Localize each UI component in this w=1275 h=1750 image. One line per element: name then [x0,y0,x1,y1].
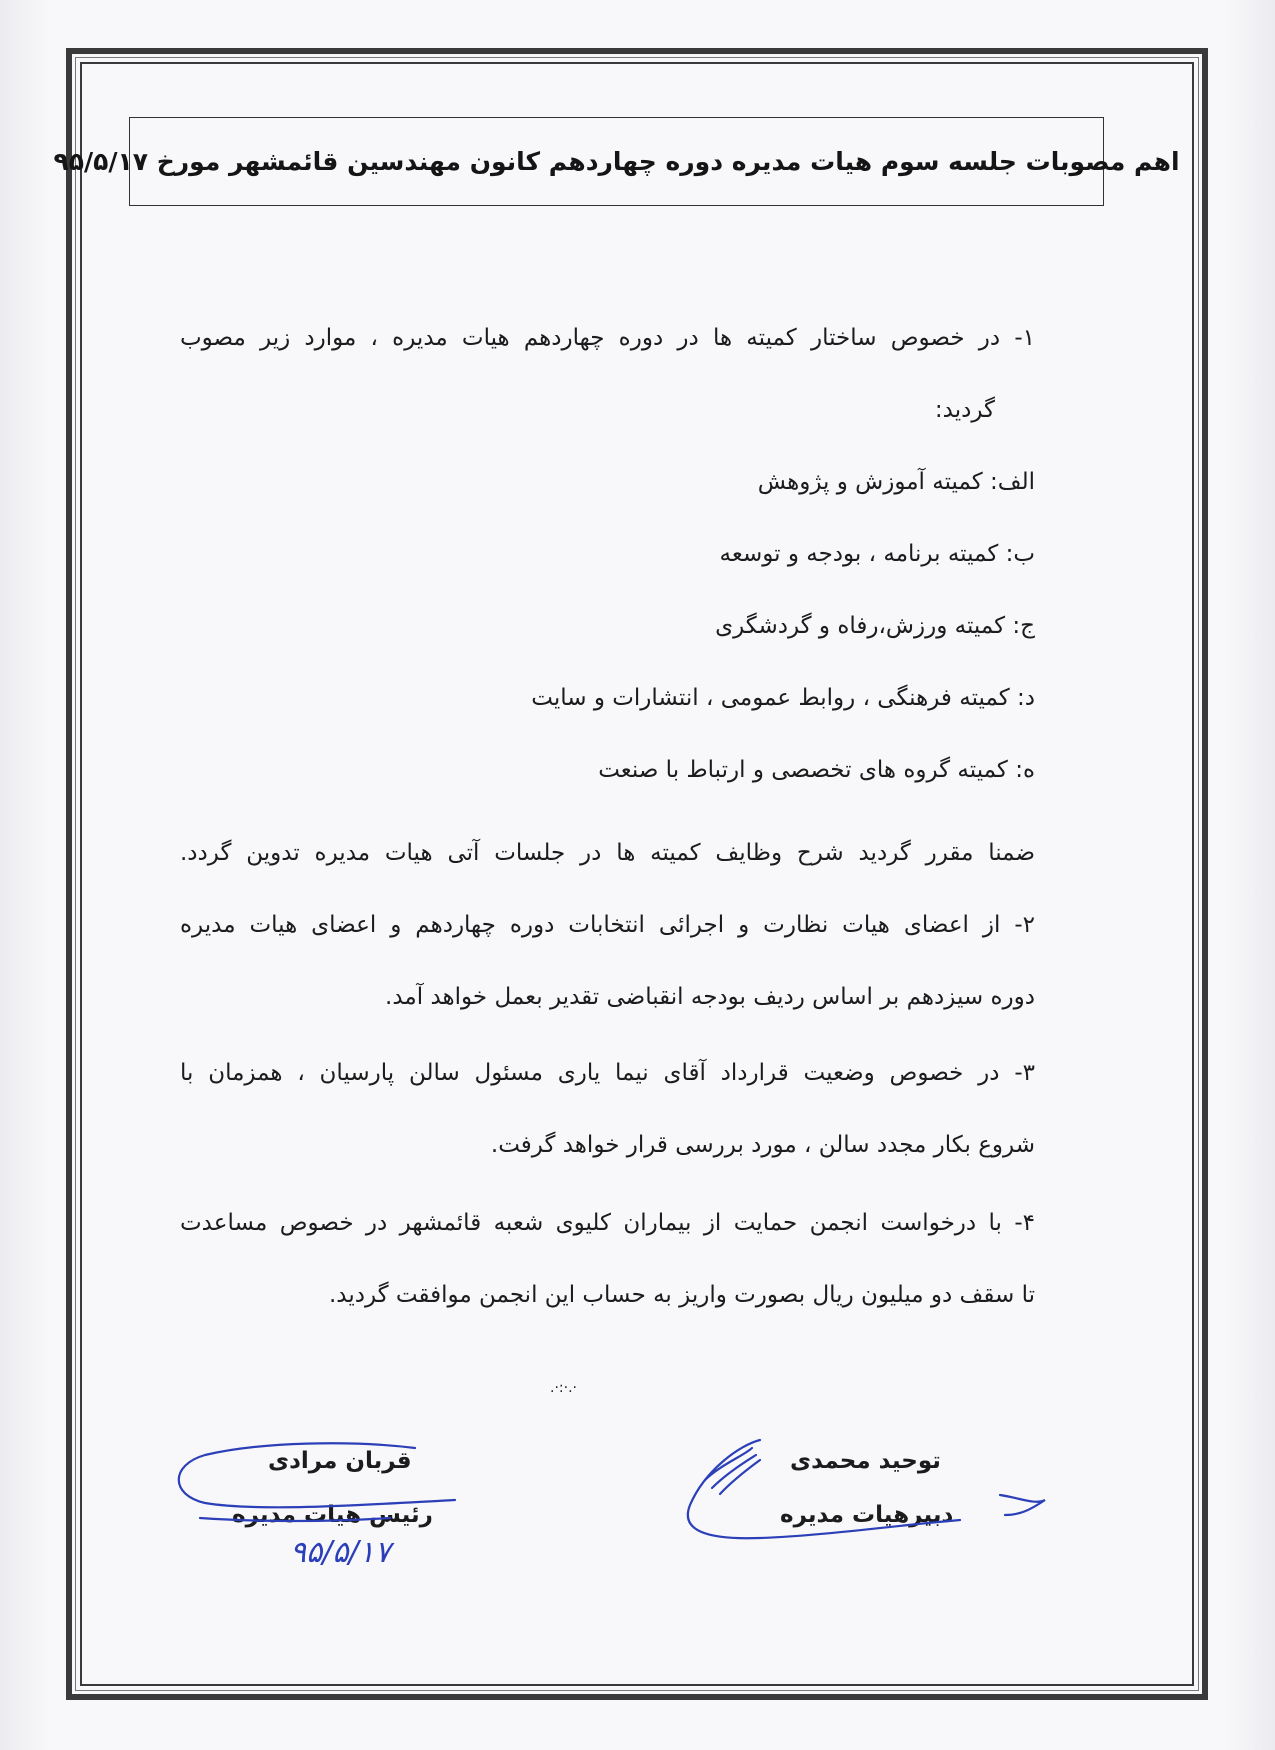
item-2-line-2: دوره سیزدهم بر اساس ردیف بودجه انقباضی تقدیر بعمل خواهد آمد. [385,984,1035,1010]
item-3-line-2: شروع بکار مجدد سالن ، مورد بررسی قرار خواهد گرفت. [490,1132,1035,1158]
item-4-line-1: ۴- با درخواست انجمن حمایت از بیماران کلیوی شعبه قائمشهر در خصوص مساعدت [180,1210,1035,1236]
chairman-role: رئیس هیات مدیره [232,1502,433,1528]
document-title: اهم مصوبات جلسه سوم هیات مدیره دوره چهاردهم کانون مهندسین قائمشهر مورخ ۹۵/۵/۱۷ [53,147,1180,176]
item-1-line-1: ۱- در خصوص ساختار کمیته ها در دوره چهاردهم هیات مدیره ، موارد زیر مصوب [180,325,1035,351]
committee-note: ضمنا مقرر گردید شرح وظایف کمیته ها در جلسات آتی هیات مدیره تدوین گردد. [180,840,1035,866]
item-3-line-1: ۳- در خصوص وضعیت قرارداد آقای نیما یاری مسئول سالن پارسیان ، همزمان با [180,1060,1035,1086]
secretary-role: دبیرهیات مدیره [780,1502,954,1528]
secretary-name: توحید محمدی [790,1448,941,1474]
decorative-dots: ·.·:·. [550,1380,577,1396]
page-border-inner [80,62,1194,1686]
committee-d: د: کمیته فرهنگی ، روابط عمومی ، انتشارات و سایت [531,685,1035,711]
item-4-line-2: تا سقف دو میلیون ریال بصورت واریز به حساب این انجمن موافقت گردید. [328,1282,1035,1308]
item-1-line-2: گردید: [934,397,995,423]
committee-c: ج: کمیته ورزش،رفاه و گردشگری [715,613,1035,639]
chairman-name: قربان مرادی [268,1448,412,1474]
item-2-line-1: ۲- از اعضای هیات نظارت و اجرائی انتخابات دوره چهاردهم و اعضای هیات مدیره [180,912,1035,938]
committee-a: الف: کمیته آموزش و پژوهش [757,469,1035,495]
committee-b: ب: کمیته برنامه ، بودجه و توسعه [719,541,1035,567]
title-box [53,117,1180,206]
committee-e: ه: کمیته گروه های تخصصی و ارتباط با صنعت [598,757,1035,783]
handwritten-date: ۹۵/۵/۱۷ [290,1535,391,1570]
